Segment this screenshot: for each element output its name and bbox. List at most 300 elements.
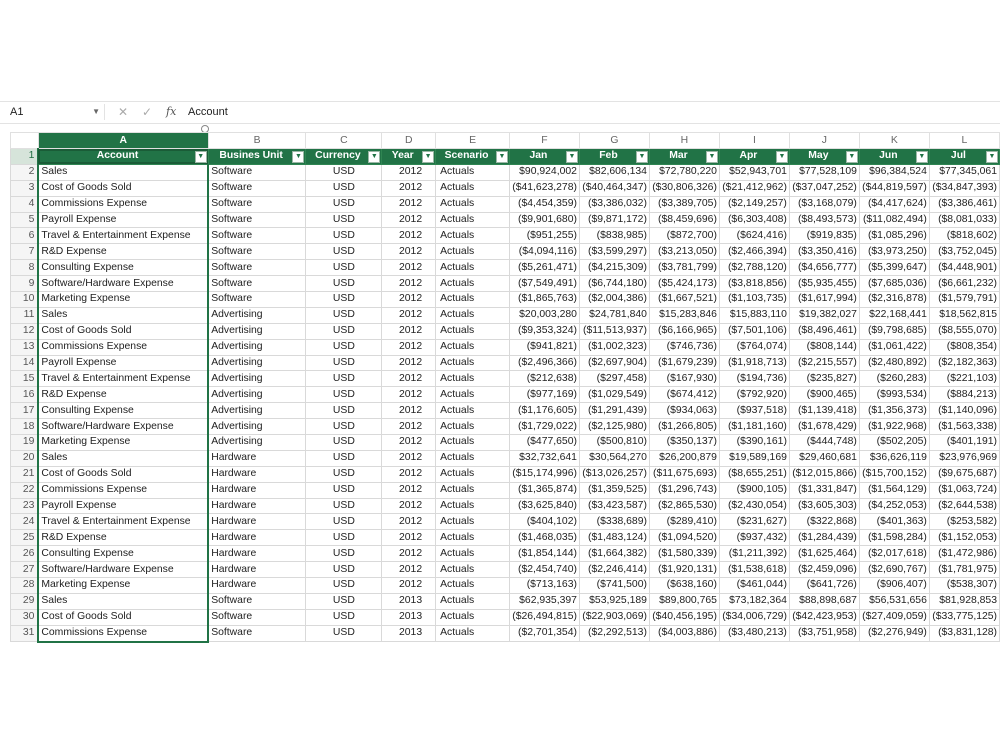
cell[interactable]: ($338,689) — [579, 514, 649, 530]
cell[interactable]: Payroll Expense — [38, 498, 208, 514]
header-cell[interactable] — [208, 149, 306, 165]
cell[interactable]: ($2,215,557) — [789, 355, 859, 371]
cell[interactable]: ($741,500) — [579, 578, 649, 594]
cell[interactable]: ($1,002,323) — [579, 339, 649, 355]
cell[interactable]: Advertising — [208, 387, 306, 403]
cell[interactable]: Hardware — [208, 562, 306, 578]
cell[interactable]: Sales — [38, 593, 208, 609]
row-number[interactable]: 10 — [11, 292, 39, 308]
cell[interactable]: 2012 — [382, 164, 436, 180]
column-header-j[interactable]: J — [789, 133, 859, 149]
cell[interactable]: ($13,026,257) — [579, 466, 649, 482]
cell[interactable]: 2012 — [382, 212, 436, 228]
cell[interactable]: Sales — [38, 164, 208, 180]
cell[interactable]: 2012 — [382, 196, 436, 212]
cell[interactable]: ($2,430,054) — [719, 498, 789, 514]
cell[interactable]: ($30,806,326) — [649, 180, 719, 196]
cell[interactable]: USD — [306, 482, 382, 498]
cell[interactable]: ($5,261,471) — [509, 260, 579, 276]
column-header-d[interactable]: D — [382, 133, 436, 149]
cell[interactable]: Actuals — [436, 419, 510, 435]
cell[interactable]: ($253,582) — [929, 514, 999, 530]
row-number[interactable]: 9 — [11, 276, 39, 292]
cell[interactable]: ($1,580,339) — [649, 546, 719, 562]
cell[interactable]: ($538,307) — [929, 578, 999, 594]
cell[interactable]: ($1,029,549) — [579, 387, 649, 403]
cell[interactable]: 2012 — [382, 546, 436, 562]
cell[interactable]: ($34,847,393) — [929, 180, 999, 196]
cell[interactable]: ($3,752,045) — [929, 244, 999, 260]
cell[interactable]: 2012 — [382, 498, 436, 514]
cell[interactable]: ($27,409,059) — [859, 609, 929, 625]
cell[interactable]: $36,626,119 — [859, 450, 929, 466]
cell[interactable]: $30,564,270 — [579, 450, 649, 466]
cell[interactable]: Advertising — [208, 355, 306, 371]
cell[interactable]: 2013 — [382, 593, 436, 609]
cell[interactable]: ($2,701,354) — [509, 625, 579, 641]
cell[interactable]: ($937,518) — [719, 403, 789, 419]
cell[interactable]: USD — [306, 244, 382, 260]
cell[interactable]: ($5,424,173) — [649, 276, 719, 292]
cell[interactable]: ($624,416) — [719, 228, 789, 244]
header-cell[interactable] — [38, 149, 208, 165]
cell[interactable]: USD — [306, 228, 382, 244]
cell[interactable]: ($37,047,252) — [789, 180, 859, 196]
cell[interactable]: ($6,744,180) — [579, 276, 649, 292]
cancel-icon[interactable]: ✕ — [118, 105, 129, 119]
cell[interactable]: Software — [208, 609, 306, 625]
cell[interactable]: ($1,564,129) — [859, 482, 929, 498]
cell[interactable]: R&D Expense — [38, 387, 208, 403]
cell[interactable]: USD — [306, 276, 382, 292]
cell[interactable]: ($3,751,958) — [789, 625, 859, 641]
cell[interactable]: ($6,303,408) — [719, 212, 789, 228]
cell[interactable]: Sales — [38, 450, 208, 466]
cell[interactable]: $19,589,169 — [719, 450, 789, 466]
cell[interactable]: Actuals — [436, 435, 510, 451]
cell[interactable]: Consulting Expense — [38, 403, 208, 419]
header-cell[interactable] — [929, 149, 999, 165]
filter-dropdown-icon[interactable]: ▼ — [566, 151, 578, 163]
cell[interactable]: Actuals — [436, 403, 510, 419]
cell[interactable]: 2012 — [382, 323, 436, 339]
cell[interactable]: Software — [208, 593, 306, 609]
cell[interactable]: Hardware — [208, 546, 306, 562]
cell[interactable]: 2012 — [382, 435, 436, 451]
cell[interactable]: ($884,213) — [929, 387, 999, 403]
cell[interactable]: ($4,215,309) — [579, 260, 649, 276]
cell[interactable]: ($502,205) — [859, 435, 929, 451]
cell[interactable]: ($934,063) — [649, 403, 719, 419]
cell[interactable]: ($500,810) — [579, 435, 649, 451]
cell[interactable]: ($9,871,172) — [579, 212, 649, 228]
cell[interactable]: USD — [306, 292, 382, 308]
row-number[interactable]: 19 — [11, 435, 39, 451]
cell[interactable]: 2012 — [382, 562, 436, 578]
column-header-e[interactable]: E — [436, 133, 510, 149]
cell[interactable]: $52,943,701 — [719, 164, 789, 180]
cell[interactable]: USD — [306, 435, 382, 451]
cell[interactable]: USD — [306, 466, 382, 482]
cell[interactable]: Software/Hardware Expense — [38, 562, 208, 578]
header-cell[interactable] — [509, 149, 579, 165]
cell[interactable]: Advertising — [208, 419, 306, 435]
cell[interactable]: Sales — [38, 307, 208, 323]
cell[interactable]: ($1,284,439) — [789, 530, 859, 546]
cell[interactable]: Software — [208, 164, 306, 180]
cell[interactable]: ($808,354) — [929, 339, 999, 355]
header-cell[interactable] — [382, 149, 436, 165]
cell[interactable]: ($746,736) — [649, 339, 719, 355]
cell[interactable]: Actuals — [436, 355, 510, 371]
header-cell[interactable] — [306, 149, 382, 165]
cell[interactable]: Software — [208, 196, 306, 212]
cell[interactable]: ($2,246,414) — [579, 562, 649, 578]
cell[interactable]: Actuals — [436, 196, 510, 212]
cell[interactable]: ($9,675,687) — [929, 466, 999, 482]
cell[interactable]: ($641,726) — [789, 578, 859, 594]
cell[interactable]: ($1,781,975) — [929, 562, 999, 578]
header-cell[interactable] — [789, 149, 859, 165]
cell[interactable]: Actuals — [436, 260, 510, 276]
cell[interactable]: Cost of Goods Sold — [38, 180, 208, 196]
cell[interactable]: Software — [208, 276, 306, 292]
cell[interactable]: ($401,191) — [929, 435, 999, 451]
cell[interactable]: Actuals — [436, 514, 510, 530]
cell[interactable]: $72,780,220 — [649, 164, 719, 180]
row-number[interactable]: 29 — [11, 593, 39, 609]
cell[interactable]: $32,732,641 — [509, 450, 579, 466]
cell[interactable]: Actuals — [436, 180, 510, 196]
cell[interactable]: Payroll Expense — [38, 212, 208, 228]
filter-dropdown-icon[interactable]: ▼ — [195, 151, 207, 163]
cell[interactable]: ($1,920,131) — [649, 562, 719, 578]
column-header-h[interactable]: H — [649, 133, 719, 149]
row-number[interactable]: 6 — [11, 228, 39, 244]
cell[interactable]: Hardware — [208, 482, 306, 498]
cell[interactable]: 2012 — [382, 180, 436, 196]
cell[interactable]: 2012 — [382, 244, 436, 260]
row-number[interactable]: 24 — [11, 514, 39, 530]
cell[interactable]: Actuals — [436, 387, 510, 403]
cell[interactable]: $62,935,397 — [509, 593, 579, 609]
row-number[interactable]: 8 — [11, 260, 39, 276]
header-cell[interactable] — [436, 149, 510, 165]
cell[interactable]: ($477,650) — [509, 435, 579, 451]
cell[interactable]: ($674,412) — [649, 387, 719, 403]
cell[interactable]: ($4,454,359) — [509, 196, 579, 212]
cell[interactable]: USD — [306, 514, 382, 530]
cell[interactable]: ($3,386,032) — [579, 196, 649, 212]
cell[interactable]: ($1,266,805) — [649, 419, 719, 435]
cell[interactable]: Consulting Expense — [38, 546, 208, 562]
row-number[interactable]: 18 — [11, 419, 39, 435]
cell[interactable]: $90,924,002 — [509, 164, 579, 180]
cell[interactable]: ($1,085,296) — [859, 228, 929, 244]
cell[interactable]: $22,168,441 — [859, 307, 929, 323]
row-number[interactable]: 17 — [11, 403, 39, 419]
cell[interactable]: Actuals — [436, 609, 510, 625]
cell[interactable]: Actuals — [436, 292, 510, 308]
cell[interactable]: Advertising — [208, 339, 306, 355]
header-cell[interactable] — [719, 149, 789, 165]
cell[interactable]: $82,606,134 — [579, 164, 649, 180]
cell[interactable]: ($44,819,597) — [859, 180, 929, 196]
cell[interactable]: USD — [306, 419, 382, 435]
row-number[interactable]: 5 — [11, 212, 39, 228]
cell[interactable]: ($6,166,965) — [649, 323, 719, 339]
cell[interactable]: Cost of Goods Sold — [38, 609, 208, 625]
cell[interactable]: $15,283,846 — [649, 307, 719, 323]
cell[interactable]: ($7,501,106) — [719, 323, 789, 339]
cell[interactable]: ($1,678,429) — [789, 419, 859, 435]
cell[interactable]: ($1,063,724) — [929, 482, 999, 498]
cell[interactable]: ($8,555,070) — [929, 323, 999, 339]
cell[interactable]: ($1,094,520) — [649, 530, 719, 546]
cell[interactable]: ($2,788,120) — [719, 260, 789, 276]
cell[interactable]: ($1,854,144) — [509, 546, 579, 562]
cell[interactable]: ($12,015,866) — [789, 466, 859, 482]
cell[interactable]: ($8,493,573) — [789, 212, 859, 228]
cell[interactable]: 2012 — [382, 578, 436, 594]
cell[interactable]: ($2,690,767) — [859, 562, 929, 578]
cell[interactable]: Hardware — [208, 514, 306, 530]
cell[interactable]: $15,883,110 — [719, 307, 789, 323]
cell[interactable]: ($1,679,239) — [649, 355, 719, 371]
cell[interactable]: Actuals — [436, 546, 510, 562]
cell[interactable]: Advertising — [208, 371, 306, 387]
cell[interactable]: Marketing Expense — [38, 578, 208, 594]
cell[interactable]: ($231,627) — [719, 514, 789, 530]
cell[interactable]: Software — [208, 180, 306, 196]
cell[interactable]: ($1,625,464) — [789, 546, 859, 562]
cell[interactable]: Hardware — [208, 498, 306, 514]
cell[interactable]: ($2,644,538) — [929, 498, 999, 514]
cell[interactable]: Software — [208, 212, 306, 228]
cell[interactable]: ($322,868) — [789, 514, 859, 530]
cell[interactable]: $19,382,027 — [789, 307, 859, 323]
cell[interactable]: Software/Hardware Expense — [38, 419, 208, 435]
row-number[interactable]: 13 — [11, 339, 39, 355]
cell[interactable]: ($2,182,363) — [929, 355, 999, 371]
row-number[interactable]: 31 — [11, 625, 39, 641]
cell[interactable]: ($638,160) — [649, 578, 719, 594]
cell[interactable]: ($8,655,251) — [719, 466, 789, 482]
cell[interactable]: Software — [208, 625, 306, 641]
cell[interactable]: USD — [306, 307, 382, 323]
cell[interactable]: ($194,736) — [719, 371, 789, 387]
cell[interactable]: ($15,174,996) — [509, 466, 579, 482]
row-number[interactable]: 20 — [11, 450, 39, 466]
cell[interactable]: ($1,468,035) — [509, 530, 579, 546]
cell[interactable]: ($1,152,053) — [929, 530, 999, 546]
cell[interactable]: USD — [306, 562, 382, 578]
cell[interactable]: Hardware — [208, 450, 306, 466]
cell[interactable]: 2012 — [382, 482, 436, 498]
cell[interactable]: ($3,480,213) — [719, 625, 789, 641]
cell[interactable]: Software — [208, 292, 306, 308]
cell[interactable]: 2012 — [382, 530, 436, 546]
row-number[interactable]: 16 — [11, 387, 39, 403]
header-cell[interactable] — [859, 149, 929, 165]
column-header-a[interactable]: A — [38, 133, 208, 149]
cell[interactable]: ($1,061,422) — [859, 339, 929, 355]
header-cell[interactable] — [649, 149, 719, 165]
cell[interactable]: R&D Expense — [38, 244, 208, 260]
cell[interactable]: ($1,922,968) — [859, 419, 929, 435]
cell[interactable]: ($4,656,777) — [789, 260, 859, 276]
cell[interactable]: Advertising — [208, 307, 306, 323]
cell[interactable]: ($1,563,338) — [929, 419, 999, 435]
row-number[interactable]: 3 — [11, 180, 39, 196]
cell[interactable]: ($4,094,116) — [509, 244, 579, 260]
cell[interactable]: ($5,399,647) — [859, 260, 929, 276]
cell[interactable]: ($838,985) — [579, 228, 649, 244]
cell[interactable]: Actuals — [436, 450, 510, 466]
cell[interactable]: ($1,139,418) — [789, 403, 859, 419]
cell[interactable]: USD — [306, 196, 382, 212]
cell[interactable]: Actuals — [436, 466, 510, 482]
cell[interactable]: Travel & Entertainment Expense — [38, 514, 208, 530]
cell[interactable]: Advertising — [208, 403, 306, 419]
cell[interactable]: ($3,386,461) — [929, 196, 999, 212]
cell[interactable]: ($764,074) — [719, 339, 789, 355]
cell[interactable]: 2012 — [382, 276, 436, 292]
cell[interactable]: ($8,459,696) — [649, 212, 719, 228]
cell[interactable]: Cost of Goods Sold — [38, 466, 208, 482]
cell[interactable]: ($34,006,729) — [719, 609, 789, 625]
cell[interactable]: Actuals — [436, 625, 510, 641]
insert-function-icon[interactable]: fx — [166, 105, 177, 118]
cell[interactable]: Marketing Expense — [38, 292, 208, 308]
cell[interactable]: $24,781,840 — [579, 307, 649, 323]
cell[interactable]: R&D Expense — [38, 530, 208, 546]
cell[interactable]: ($941,821) — [509, 339, 579, 355]
cell[interactable]: USD — [306, 387, 382, 403]
row-number[interactable]: 25 — [11, 530, 39, 546]
row-number[interactable]: 12 — [11, 323, 39, 339]
cell[interactable]: ($3,625,840) — [509, 498, 579, 514]
cell[interactable]: ($212,638) — [509, 371, 579, 387]
cell[interactable]: ($993,534) — [859, 387, 929, 403]
row-number[interactable]: 22 — [11, 482, 39, 498]
cell[interactable]: ($1,538,618) — [719, 562, 789, 578]
cell[interactable]: USD — [306, 339, 382, 355]
cell[interactable]: ($3,781,799) — [649, 260, 719, 276]
cell[interactable]: Actuals — [436, 212, 510, 228]
cell[interactable]: Advertising — [208, 323, 306, 339]
row-number[interactable]: 11 — [11, 307, 39, 323]
cell[interactable]: 2013 — [382, 625, 436, 641]
cell[interactable]: ($906,407) — [859, 578, 929, 594]
cell[interactable]: $89,800,765 — [649, 593, 719, 609]
row-number[interactable]: 26 — [11, 546, 39, 562]
filter-dropdown-icon[interactable]: ▼ — [422, 151, 434, 163]
cell[interactable]: 2012 — [382, 292, 436, 308]
cell[interactable]: ($1,211,392) — [719, 546, 789, 562]
cell[interactable]: ($3,599,297) — [579, 244, 649, 260]
cell[interactable]: ($3,831,128) — [929, 625, 999, 641]
cell[interactable]: Marketing Expense — [38, 435, 208, 451]
cell[interactable]: $77,345,061 — [929, 164, 999, 180]
cell[interactable]: Hardware — [208, 578, 306, 594]
cell[interactable]: ($11,675,693) — [649, 466, 719, 482]
cell[interactable]: Actuals — [436, 276, 510, 292]
cell[interactable]: ($9,798,685) — [859, 323, 929, 339]
cell[interactable]: Software/Hardware Expense — [38, 276, 208, 292]
cell[interactable]: ($919,835) — [789, 228, 859, 244]
cell[interactable]: 2012 — [382, 260, 436, 276]
cell[interactable]: ($8,081,033) — [929, 212, 999, 228]
cell[interactable]: ($2,459,096) — [789, 562, 859, 578]
cell[interactable]: 2012 — [382, 514, 436, 530]
cell[interactable]: USD — [306, 578, 382, 594]
column-header-k[interactable]: K — [859, 133, 929, 149]
cell[interactable]: USD — [306, 371, 382, 387]
column-header-c[interactable]: C — [306, 133, 382, 149]
cell[interactable]: ($2,496,366) — [509, 355, 579, 371]
cell[interactable]: ($1,579,791) — [929, 292, 999, 308]
row-number[interactable]: 23 — [11, 498, 39, 514]
cell[interactable]: USD — [306, 164, 382, 180]
cell[interactable]: ($42,423,953) — [789, 609, 859, 625]
cell[interactable]: ($11,513,937) — [579, 323, 649, 339]
cell[interactable]: ($2,149,257) — [719, 196, 789, 212]
cell[interactable]: $20,003,280 — [509, 307, 579, 323]
cell[interactable]: Software — [208, 228, 306, 244]
cell[interactable]: ($167,930) — [649, 371, 719, 387]
cell[interactable]: ($1,472,986) — [929, 546, 999, 562]
cell[interactable]: USD — [306, 546, 382, 562]
cell[interactable]: Travel & Entertainment Expense — [38, 371, 208, 387]
cell[interactable]: ($2,292,513) — [579, 625, 649, 641]
cell[interactable]: ($1,181,160) — [719, 419, 789, 435]
cell[interactable]: ($1,176,605) — [509, 403, 579, 419]
enter-icon[interactable]: ✓ — [142, 105, 153, 119]
cell[interactable]: ($1,365,874) — [509, 482, 579, 498]
cell[interactable]: ($2,466,394) — [719, 244, 789, 260]
filter-dropdown-icon[interactable]: ▼ — [292, 151, 304, 163]
cell[interactable]: $96,384,524 — [859, 164, 929, 180]
cell[interactable]: $29,460,681 — [789, 450, 859, 466]
row-number[interactable]: 21 — [11, 466, 39, 482]
filter-dropdown-icon[interactable]: ▼ — [916, 151, 928, 163]
cell[interactable]: ($1,296,743) — [649, 482, 719, 498]
cell[interactable]: 2012 — [382, 228, 436, 244]
cell[interactable]: Hardware — [208, 530, 306, 546]
cell[interactable]: $26,200,879 — [649, 450, 719, 466]
cell[interactable]: ($3,605,303) — [789, 498, 859, 514]
cell[interactable]: Software — [208, 244, 306, 260]
cell[interactable]: ($3,423,587) — [579, 498, 649, 514]
cell[interactable]: Actuals — [436, 164, 510, 180]
cell[interactable]: USD — [306, 450, 382, 466]
row-number[interactable]: 14 — [11, 355, 39, 371]
cell[interactable]: ($21,412,962) — [719, 180, 789, 196]
cell[interactable]: ($2,017,618) — [859, 546, 929, 562]
cell[interactable]: ($3,818,856) — [719, 276, 789, 292]
cell[interactable]: Cost of Goods Sold — [38, 323, 208, 339]
filter-dropdown-icon[interactable]: ▼ — [846, 151, 858, 163]
cell[interactable]: ($977,169) — [509, 387, 579, 403]
cell[interactable]: $77,528,109 — [789, 164, 859, 180]
cell[interactable]: 2012 — [382, 307, 436, 323]
cell[interactable]: ($2,125,980) — [579, 419, 649, 435]
cell[interactable]: ($8,496,461) — [789, 323, 859, 339]
cell[interactable]: ($792,920) — [719, 387, 789, 403]
cell[interactable]: $73,182,364 — [719, 593, 789, 609]
cell[interactable]: ($951,255) — [509, 228, 579, 244]
